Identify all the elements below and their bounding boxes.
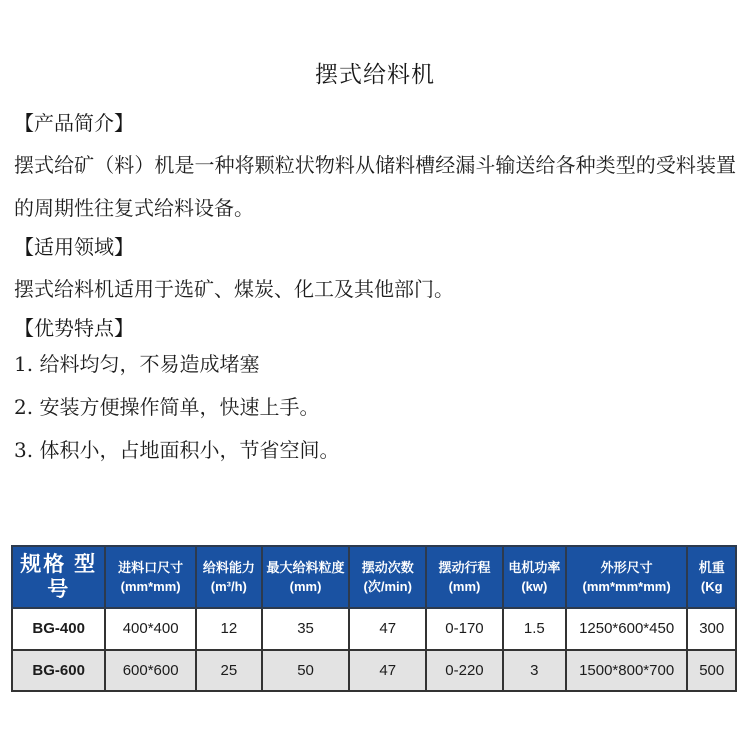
header-motor-power bbox=[503, 546, 566, 608]
header-capacity-title: 给料能力 bbox=[202, 559, 255, 575]
section-scope-heading: 【适用领域】 bbox=[14, 235, 134, 259]
header-motor-power-unit: (kw) bbox=[521, 579, 548, 595]
section-features bbox=[14, 313, 736, 465]
cell-swing-times: 47 bbox=[349, 650, 426, 692]
cell-max-feed-size: 50 bbox=[262, 650, 350, 692]
cell-weight: 500 bbox=[687, 650, 736, 692]
header-weight-title: 机重 bbox=[698, 559, 725, 575]
cell-inlet-size: 600*600 bbox=[105, 650, 196, 692]
cell-model: BG-400 bbox=[12, 608, 105, 650]
header-inlet-size-title: 进料口尺寸 bbox=[118, 559, 184, 575]
header-swing-times bbox=[349, 546, 426, 608]
feature-item-1: 1. 给料均匀，不易造成堵塞 bbox=[14, 352, 260, 376]
header-max-feed-size bbox=[262, 546, 350, 608]
spec-table-container bbox=[11, 545, 737, 692]
cell-weight: 300 bbox=[687, 608, 736, 650]
header-weight bbox=[687, 546, 736, 608]
cell-swing-stroke: 0-170 bbox=[426, 608, 503, 650]
header-max-feed-size-unit: (mm) bbox=[289, 579, 322, 595]
spec-row-bg600 bbox=[12, 650, 736, 692]
cell-motor-power: 1.5 bbox=[503, 608, 566, 650]
cell-dimensions: 1500*800*700 bbox=[566, 650, 688, 692]
header-inlet-size bbox=[105, 546, 196, 608]
cell-capacity: 25 bbox=[196, 650, 262, 692]
header-dimensions-title: 外形尺寸 bbox=[600, 559, 653, 575]
page-title: 摆式给料机 bbox=[315, 62, 435, 88]
cell-inlet-size: 400*400 bbox=[105, 608, 196, 650]
cell-swing-times: 47 bbox=[349, 608, 426, 650]
header-swing-stroke-unit: (mm) bbox=[448, 579, 481, 595]
feature-list bbox=[14, 349, 736, 465]
header-swing-times-unit: (次/min) bbox=[363, 579, 412, 595]
cell-swing-stroke: 0-220 bbox=[426, 650, 503, 692]
header-dimensions bbox=[566, 546, 688, 608]
section-intro-heading: 【产品简介】 bbox=[14, 111, 134, 135]
feature-item-2: 2. 安装方便操作简单，快速上手。 bbox=[14, 395, 320, 419]
header-swing-times-title: 摆动次数 bbox=[361, 559, 414, 575]
section-scope bbox=[14, 232, 736, 311]
section-features-heading: 【优势特点】 bbox=[14, 316, 134, 340]
spec-table bbox=[11, 545, 737, 692]
header-max-feed-size-title: 最大给料粒度 bbox=[266, 559, 345, 575]
section-intro bbox=[14, 108, 736, 230]
section-intro-paragraph: 摆式给矿（料）机是一种将颗粒状物料从储料槽经漏斗输送给各种类型的受料装置的周期性往复式给料设备。 bbox=[14, 153, 736, 220]
header-capacity bbox=[196, 546, 262, 608]
header-dimensions-unit: (mm*mm*mm) bbox=[582, 579, 671, 595]
header-weight-unit: (Kg bbox=[700, 579, 723, 595]
header-capacity-unit: (m³/h) bbox=[210, 579, 247, 595]
cell-model: BG-600 bbox=[12, 650, 105, 692]
header-model: 规格 型号 bbox=[12, 546, 105, 608]
header-swing-stroke bbox=[426, 546, 503, 608]
header-inlet-size-unit: (mm*mm) bbox=[120, 579, 181, 595]
cell-max-feed-size: 35 bbox=[262, 608, 350, 650]
header-motor-power-title: 电机功率 bbox=[508, 559, 561, 575]
cell-dimensions: 1250*600*450 bbox=[566, 608, 688, 650]
header-swing-stroke-title: 摆动行程 bbox=[438, 559, 491, 575]
feature-item-3: 3. 体积小，占地面积小，节省空间。 bbox=[14, 438, 340, 462]
cell-motor-power: 3 bbox=[503, 650, 566, 692]
cell-capacity: 12 bbox=[196, 608, 262, 650]
section-scope-paragraph: 摆式给料机适用于选矿、煤炭、化工及其他部门。 bbox=[14, 277, 454, 301]
spec-row-bg400 bbox=[12, 608, 736, 650]
spec-header-row bbox=[12, 546, 736, 608]
